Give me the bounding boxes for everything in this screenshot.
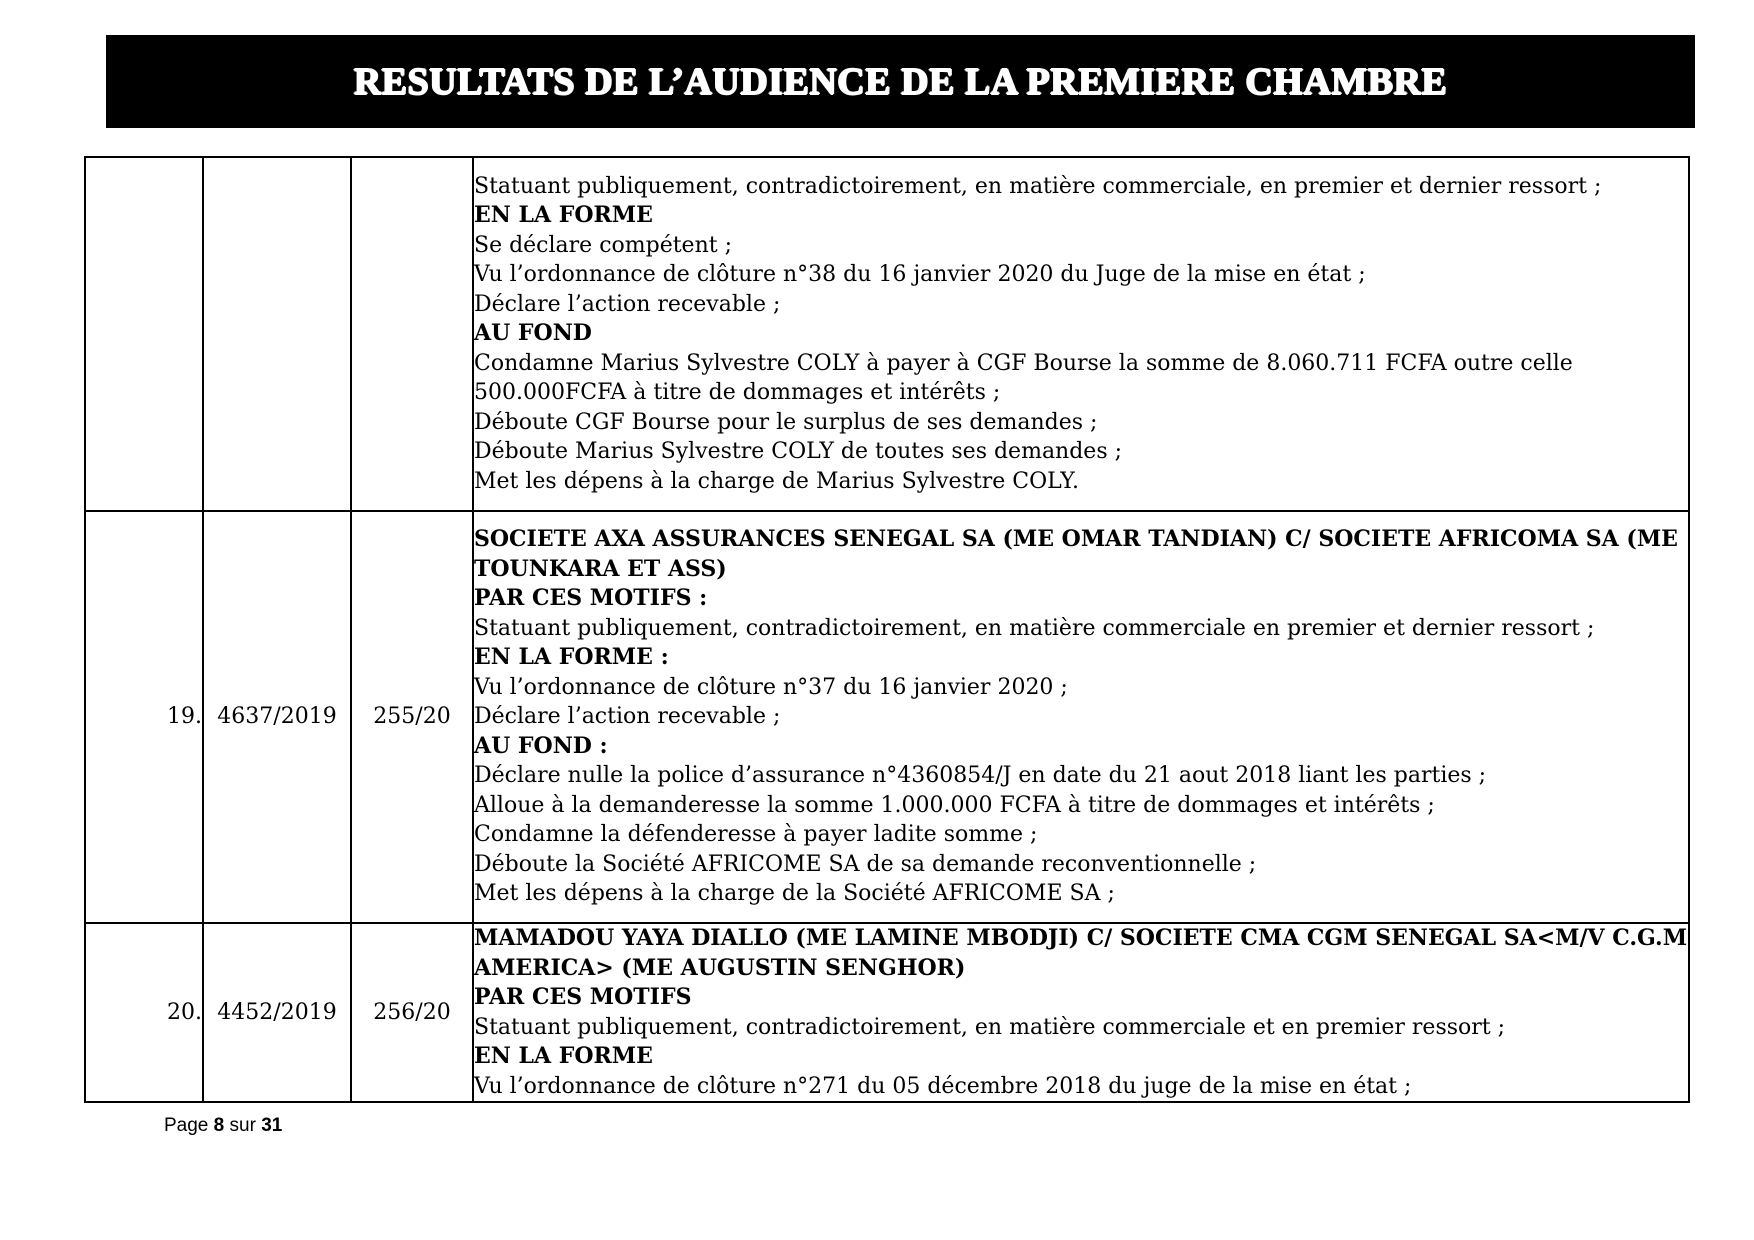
decision-line: Condamne Marius Sylvestre COLY à payer à CGF Bourse la somme de 8.060.711 FCFA outre celle 500.000FCFA à titre de dommages et intérêts ; [474,350,1573,406]
decision-text [473,923,1689,1102]
decision-text [473,511,1689,923]
decision-line: Met les dépens à la charge de la Société AFRICOME SA ; [474,881,1115,907]
page-number: 8 [213,1115,225,1136]
page-label: Page [164,1115,209,1136]
rg-number: 4452/2019 [203,923,351,1102]
decision-heading: EN LA FORME [474,1043,653,1069]
decision-line: Vu l’ordonnance de clôture n°37 du 16 janvier 2020 ; [474,674,1068,700]
table-row [85,157,1689,511]
decision-heading: MAMADOU YAYA DIALLO (ME LAMINE MBODJI) C/ SOCIETE CMA CGM SENEGAL SA<M/V C.G.M AMERICA> (ME AUGUSTIN SENGHOR) [474,925,1688,981]
decision-heading: EN LA FORME : [474,644,669,671]
table-row [85,923,1689,1102]
decision-line: Déboute la Société AFRICOME SA de sa demande reconventionnelle ; [474,851,1257,877]
results-table [84,156,1690,1103]
decision-line: Condamne la défenderesse à payer ladite somme ; [474,822,1038,848]
decision-line: Déboute Marius Sylvestre COLY de toutes ses demandes ; [474,439,1123,465]
decision-heading: PAR CES MOTIFS [474,984,692,1010]
decision-heading: SOCIETE AXA ASSURANCES SENEGAL SA (ME OMAR TANDIAN) C/ SOCIETE AFRICOMA SA (ME TOUNKARA ET ASS) [474,526,1678,582]
decision-line: Vu l’ordonnance de clôture n°38 du 16 janvier 2020 du Juge de la mise en état ; [474,262,1366,288]
judgment-number: 256/20 [351,923,473,1102]
decision-heading: EN LA FORME [474,202,653,229]
decision-heading: PAR CES MOTIFS : [474,585,708,612]
decision-line: Statuant publiquement, contradictoirement, en matière commerciale, en premier et dernier ressort ; [474,173,1602,199]
total-pages: 31 [261,1115,283,1136]
decision-line: Se déclare compétent ; [474,232,732,258]
case-number: 19. [85,511,203,923]
table-row [85,511,1689,923]
case-number [85,157,203,511]
page-title: RESULTATS DE L’AUDIENCE DE LA PREMIERE CHAMBRE [353,60,1448,103]
decision-line: Alloue à la demanderesse la somme 1.000.000 FCFA à titre de dommages et intérêts ; [474,792,1435,818]
decision-line: Déclare nulle la police d’assurance n°4360854/J en date du 21 aout 2018 liant les parties ; [474,763,1487,789]
decision-line: Vu l’ordonnance de clôture n°271 du 05 décembre 2018 du juge de la mise en état ; [474,1073,1412,1099]
decision-line: Déboute CGF Bourse pour le surplus de ses demandes ; [474,409,1098,435]
decision-heading: AU FOND : [474,732,608,759]
of-label: sur [229,1115,256,1136]
rg-number [203,157,351,511]
page-footer [164,1115,282,1137]
decision-line: Déclare l’action recevable ; [474,291,781,317]
judgment-number: 255/20 [351,511,473,923]
case-number: 20. [85,923,203,1102]
decision-line: Statuant publiquement, contradictoirement, en matière commerciale en premier et dernier ressort ; [474,615,1595,641]
judgment-number [351,157,473,511]
decision-heading: AU FOND [474,320,592,347]
decision-line: Déclare l’action recevable ; [474,704,781,730]
rg-number: 4637/2019 [203,511,351,923]
decision-line: Statuant publiquement, contradictoirement, en matière commerciale et en premier ressort ; [474,1014,1506,1040]
header-banner [106,35,1695,128]
decision-line: Met les dépens à la charge de Marius Sylvestre COLY. [474,468,1079,494]
decision-text [473,157,1689,511]
